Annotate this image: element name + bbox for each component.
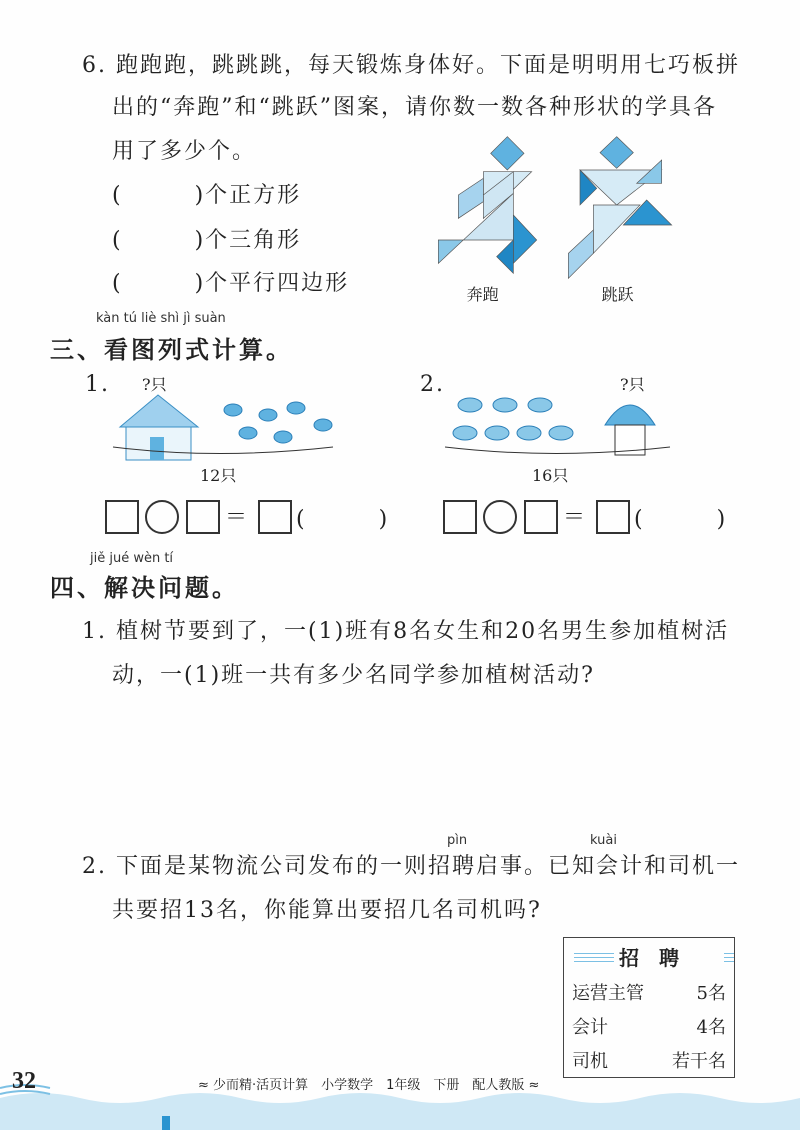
blank-parallelograms[interactable]: ( )个平行四边形 <box>112 271 350 296</box>
footer <box>0 1068 800 1130</box>
blank-triangles[interactable]: ( )个三角形 <box>112 228 302 253</box>
mushroom-house-icon <box>605 405 655 455</box>
p1-num: 1. <box>85 372 110 397</box>
count: 若干名 <box>672 1051 726 1072</box>
answer-box[interactable] <box>258 500 292 534</box>
notice-title: 招 聘 <box>564 938 735 976</box>
count: 5名 <box>696 983 726 1004</box>
rabbits-icon <box>453 398 573 440</box>
pinyin-kuai: kuài <box>590 833 617 848</box>
blank-squares[interactable]: ( )个正方形 <box>112 183 302 208</box>
p2-total: 16只 <box>532 466 569 485</box>
house-icon <box>120 395 198 460</box>
sec4-pinyin: jiě jué wèn tí <box>90 551 174 566</box>
jumping-figure <box>568 137 671 279</box>
label-running: 奔跑 <box>466 285 499 304</box>
pinyin-pin: pìn <box>447 833 468 848</box>
p1-illustration <box>108 385 338 465</box>
count: 4名 <box>696 1017 726 1038</box>
p2-question: ?只 <box>620 375 645 394</box>
tangram-figures <box>420 130 680 310</box>
notice-row <box>564 1009 735 1043</box>
q6-line1: 6. 跑跑跑，跳跳跳，每天锻炼身体好。下面是明明用七巧板拼 <box>82 53 740 78</box>
q2-line2: 共要招13名，你能算出要招几名司机吗? <box>112 898 542 923</box>
page-number: 32 <box>12 1068 36 1094</box>
p1-question: ?只 <box>142 375 167 394</box>
q6-line2: 出的“奔跑”和“跳跃”图案，请你数一数各种形状的学具各 <box>112 95 717 120</box>
q6-line3: 用了多少个。 <box>112 139 257 164</box>
sec3-pinyin: kàn tú liè shì jì suàn <box>96 311 226 326</box>
sec3-title: 三、看图列式计算。 <box>50 336 293 364</box>
unit-blank[interactable]: ( ) <box>296 507 390 532</box>
sec4-title: 四、解决问题。 <box>50 574 239 602</box>
p1-total: 12只 <box>200 466 237 485</box>
notice-row <box>564 975 735 1009</box>
p2-illustration <box>445 385 675 465</box>
role: 会计 <box>572 1017 608 1038</box>
p2-num: 2. <box>420 372 445 397</box>
footer-text: ≈ 少而精·活页计算 小学数学 1年级 下册 配人教版 ≈ <box>198 1078 540 1093</box>
answer-box[interactable] <box>105 500 139 534</box>
role: 司机 <box>572 1051 608 1072</box>
q1-line1: 1. 植树节要到了，一(1)班有8名女生和20名男生参加植树活 <box>82 619 730 644</box>
equals: ＝ <box>563 505 588 530</box>
operator-circle[interactable] <box>145 500 179 534</box>
q1-line2: 动，一(1)班一共有多少名同学参加植树活动? <box>112 663 595 688</box>
answer-box[interactable] <box>443 500 477 534</box>
answer-box[interactable] <box>596 500 630 534</box>
role: 运营主管 <box>572 983 644 1004</box>
equals: ＝ <box>225 505 250 530</box>
q2-line1: 2. 下面是某物流公司发布的一则招聘启事。已知会计和司机一 <box>82 854 740 879</box>
answer-box[interactable] <box>524 500 558 534</box>
answer-box[interactable] <box>186 500 220 534</box>
running-figure <box>438 137 536 274</box>
operator-circle[interactable] <box>483 500 517 534</box>
unit-blank[interactable]: ( ) <box>634 507 728 532</box>
birds-icon <box>224 402 332 443</box>
recruitment-notice <box>563 937 735 1078</box>
label-jumping: 跳跃 <box>601 285 634 304</box>
